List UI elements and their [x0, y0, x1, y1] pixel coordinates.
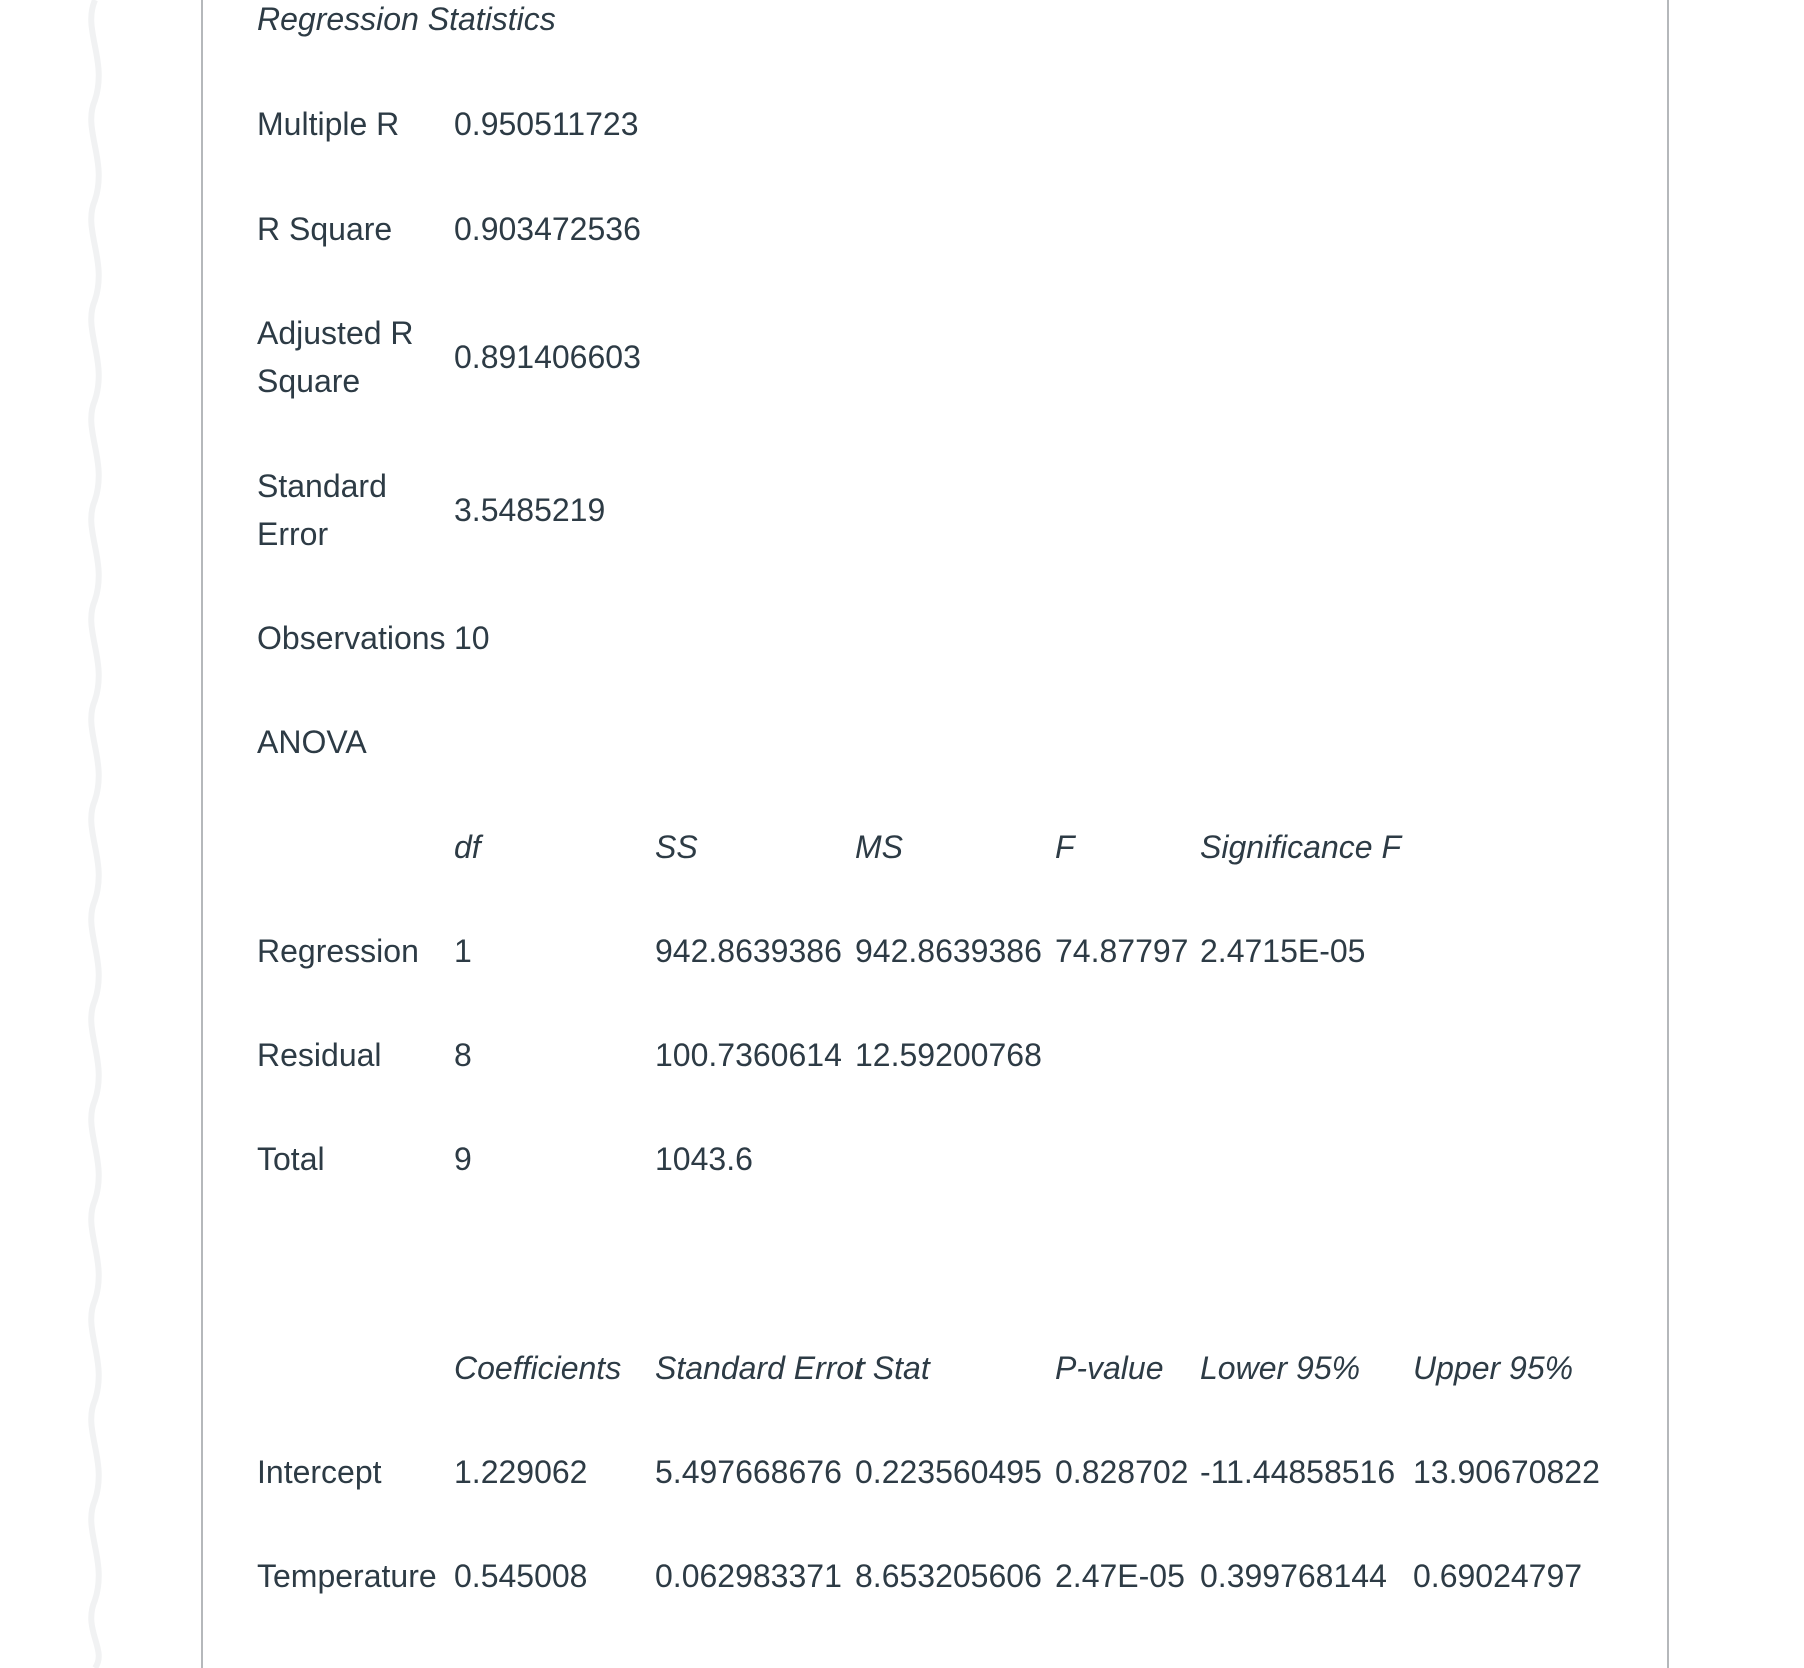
- anova-header-df: df: [454, 829, 481, 865]
- coef-cell: 13.90670822: [1413, 1454, 1600, 1490]
- coef-row-label: Temperature: [257, 1558, 437, 1594]
- coef-header-upper-95: Upper 95%: [1413, 1350, 1574, 1386]
- stat-label-standard-error: Standard Error: [257, 468, 387, 552]
- coef-cell: 0.828702: [1055, 1454, 1189, 1490]
- coef-cell: 5.497668676: [655, 1454, 842, 1490]
- coef-cell: 0.399768144: [1200, 1558, 1387, 1594]
- coef-header-coefficients: Coefficients: [454, 1350, 622, 1386]
- anova-cell: 1043.6: [655, 1141, 753, 1177]
- anova-header-ss: SS: [655, 829, 698, 865]
- anova-cell: 100.7360614: [655, 1037, 842, 1073]
- anova-cell: 74.87797: [1055, 933, 1189, 969]
- coef-header-lower-95: Lower 95%: [1200, 1350, 1361, 1386]
- coef-header-t-stat: t Stat: [855, 1350, 930, 1386]
- coef-header-p-value: P-value: [1055, 1350, 1164, 1386]
- stat-label-observations: Observations: [257, 620, 446, 656]
- anova-cell: 12.59200768: [855, 1037, 1042, 1073]
- decorative-edge: [78, 0, 112, 1668]
- stat-value-standard-error: 3.5485219: [454, 492, 606, 528]
- stat-value-r-square: 0.903472536: [454, 211, 641, 247]
- coef-cell: 8.653205606: [855, 1558, 1042, 1594]
- anova-header-ms: MS: [855, 829, 903, 865]
- anova-cell: 942.8639386: [855, 933, 1042, 969]
- anova-row-label: Residual: [257, 1037, 382, 1073]
- anova-header-f: F: [1055, 829, 1075, 865]
- coef-cell: 2.47E-05: [1055, 1558, 1185, 1594]
- anova-header-significance-f: Significance F: [1200, 829, 1401, 865]
- regression-statistics-title: Regression Statistics: [257, 1, 556, 37]
- coef-cell: 0.69024797: [1413, 1558, 1583, 1594]
- coef-header-standard-error: Standard Error: [655, 1350, 865, 1386]
- stat-value-multiple-r: 0.950511723: [454, 106, 639, 142]
- anova-cell: 9: [454, 1141, 472, 1177]
- content-panel: [201, 0, 1669, 1668]
- coef-cell: 0.062983371: [655, 1558, 842, 1594]
- anova-row-label: Regression: [257, 933, 419, 969]
- stat-label-adjusted-r-square: Adjusted R Square: [257, 315, 414, 399]
- coef-row-label: Intercept: [257, 1454, 382, 1490]
- anova-cell: 2.4715E-05: [1200, 933, 1366, 969]
- stat-label-multiple-r: Multiple R: [257, 106, 400, 142]
- coef-cell: 0.545008: [454, 1558, 588, 1594]
- anova-cell: 1: [454, 933, 472, 969]
- anova-cell: 942.8639386: [655, 933, 842, 969]
- stat-value-adjusted-r-square: 0.891406603: [454, 339, 641, 375]
- coef-cell: 0.223560495: [855, 1454, 1042, 1490]
- anova-row-label: Total: [257, 1141, 325, 1177]
- stat-label-r-square: R Square: [257, 211, 393, 247]
- coef-cell: -11.44858516: [1200, 1454, 1396, 1490]
- coef-cell: 1.229062: [454, 1454, 588, 1490]
- anova-cell: 8: [454, 1037, 472, 1073]
- stat-value-observations: 10: [454, 620, 490, 656]
- anova-title: ANOVA: [257, 724, 367, 760]
